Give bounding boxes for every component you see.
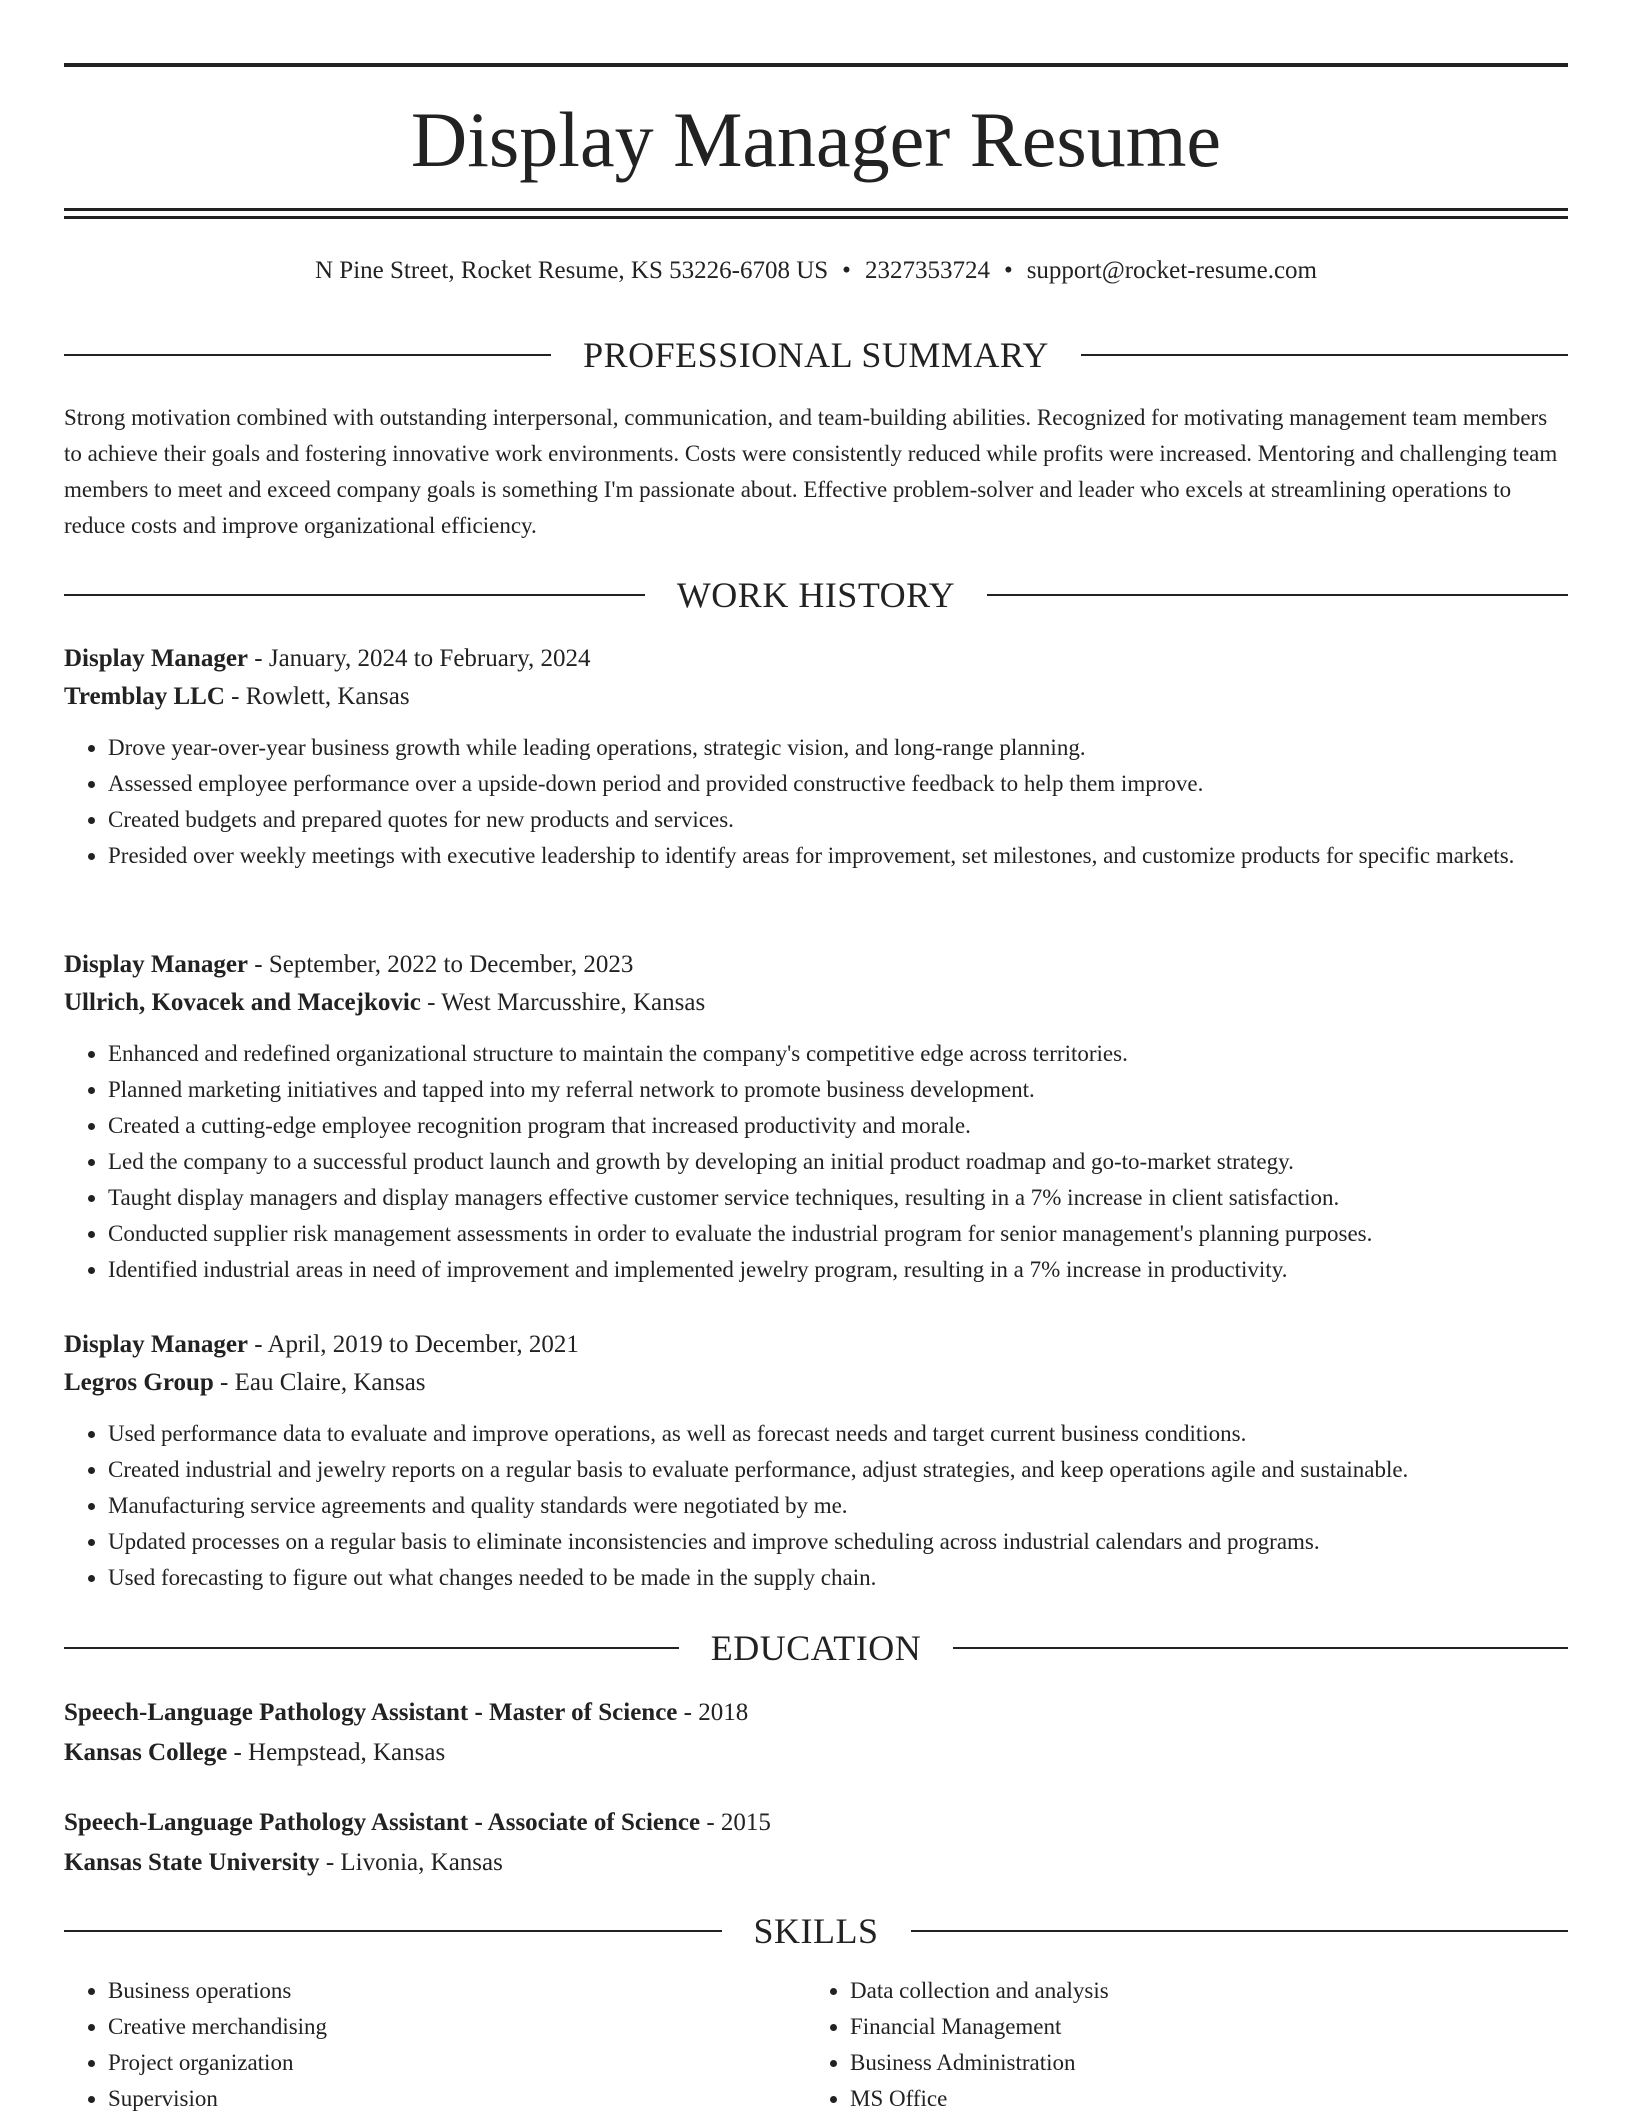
list-item: • Identified industrial areas in need of improvement and implemented jewelry program, resulting in a 7% increase in productivity. <box>108 1252 1568 1288</box>
list-item: • Led the company to a successful product launch and growth by developing an initial product roadmap and go-to-market strategy. <box>108 1144 1568 1180</box>
page-title: Display Manager Resume <box>410 96 1222 183</box>
job-title: Display Manager <box>64 951 249 978</box>
job-title: Display Manager <box>64 645 249 672</box>
list-item: • Project organization <box>108 2045 806 2081</box>
list-item: • Created budgets and prepared quotes for new products and services. <box>108 802 1568 838</box>
list-item: • Business Administration <box>850 2045 1548 2081</box>
job-company-line <box>64 1364 1568 1402</box>
edu-year: - 2018 <box>677 1699 749 1726</box>
list-item: • Manufacturing service agreements and quality standards were negotiated by me. <box>108 1488 1568 1524</box>
top-rule <box>64 63 1568 67</box>
heading-rule <box>987 594 1568 596</box>
list-item: • Taught display managers and display managers effective customer service techniques, resulting in a 7% increase in client satisfaction. <box>108 1180 1568 1216</box>
edu-school: Kansas College <box>64 1739 228 1766</box>
heading-rule <box>1081 354 1568 356</box>
heading-rule <box>64 594 645 596</box>
edu-location: - Livonia, Kansas <box>319 1849 503 1876</box>
list-item: • Presided over weekly meetings with executive leadership to identify areas for improvement, set milestones, and customize products for specific markets. <box>108 838 1568 874</box>
heading-label: EDUCATION <box>710 1628 922 1668</box>
edu-degree: Speech-Language Pathology Assistant - Associate of Science <box>64 1809 701 1836</box>
job-company: Tremblay LLC <box>64 683 225 710</box>
heading-rule <box>64 1647 679 1649</box>
job-company-line <box>64 678 1568 716</box>
list-item: • Enhanced and redefined organizational structure to maintain the company's competitive edge across territories. <box>108 1036 1568 1072</box>
list-item: • Created a cutting-edge employee recognition program that increased productivity and morale. <box>108 1108 1568 1144</box>
job-company: Ullrich, Kovacek and Macejkovic <box>64 989 421 1016</box>
edu-degree: Speech-Language Pathology Assistant - Master of Science <box>64 1699 678 1726</box>
list-item: • Used performance data to evaluate and improve operations, as well as forecast needs and target current business conditions. <box>108 1416 1568 1452</box>
list-item: • Business operations <box>108 1973 806 2009</box>
list-item: • Financial Management <box>850 2009 1548 2045</box>
contact-email: support@rocket-resume.com <box>1026 257 1317 284</box>
edu-school-line <box>64 1733 1568 1773</box>
list-item: • Assessed employee performance over a upside-down period and provided constructive feedback to help them improve. <box>108 766 1568 802</box>
job-location: - West Marcusshire, Kansas <box>420 989 706 1016</box>
section-heading-education <box>64 1626 1568 1670</box>
job-entry <box>64 640 1568 874</box>
job-entry <box>64 946 1568 1288</box>
heading-rule <box>64 354 551 356</box>
section-heading-work-history <box>64 573 1568 617</box>
job-title: Display Manager <box>64 1331 249 1358</box>
job-bullets <box>64 1036 1568 1288</box>
title-rule-upper <box>64 208 1568 211</box>
job-location: - Eau Claire, Kansas <box>213 1369 426 1396</box>
job-title-line <box>64 946 1568 984</box>
edu-location: - Hempstead, Kansas <box>227 1739 446 1766</box>
job-title-line <box>64 1326 1568 1364</box>
job-title-line <box>64 640 1568 678</box>
heading-label: PROFESSIONAL SUMMARY <box>583 335 1049 375</box>
list-item: • MS Office <box>850 2081 1548 2117</box>
edu-school-line <box>64 1843 1568 1883</box>
heading-label: WORK HISTORY <box>676 575 956 615</box>
job-bullets <box>64 1416 1568 1596</box>
contact-address: N Pine Street, Rocket Resume, KS 53226-6708 US <box>315 257 829 284</box>
list-item: • Drove year-over-year business growth while leading operations, strategic vision, and long-range planning. <box>108 730 1568 766</box>
list-item: • Planned marketing initiatives and tapped into my referral network to promote business development. <box>108 1072 1568 1108</box>
section-heading-summary <box>64 333 1568 377</box>
heading-rule <box>911 1930 1569 1932</box>
skills-list <box>64 1973 1568 2117</box>
job-dates: - January, 2024 to February, 2024 <box>248 645 591 672</box>
list-item: • Updated processes on a regular basis to eliminate inconsistencies and improve scheduling across industrial calendars and programs. <box>108 1524 1568 1560</box>
edu-year: - 2015 <box>700 1809 771 1836</box>
section-heading-skills <box>64 1909 1568 1953</box>
job-dates: - September, 2022 to December, 2023 <box>248 951 634 978</box>
edu-school: Kansas State University <box>64 1849 320 1876</box>
contact-line <box>64 254 1568 288</box>
contact-separator: • <box>842 257 851 284</box>
edu-degree-line <box>64 1693 1568 1733</box>
edu-degree-line <box>64 1803 1568 1843</box>
education-entry <box>64 1693 1568 1773</box>
contact-phone: 2327353724 <box>864 257 990 284</box>
heading-rule <box>64 1930 722 1932</box>
list-item: • Used forecasting to figure out what changes needed to be made in the supply chain. <box>108 1560 1568 1596</box>
list-item: • Creative merchandising <box>108 2009 806 2045</box>
list-item: • Supervision <box>108 2081 806 2117</box>
contact-separator: • <box>1003 257 1013 284</box>
list-item: • Conducted supplier risk management assessments in order to evaluate the industrial program for senior management's planning purposes. <box>108 1216 1568 1252</box>
education-entry <box>64 1803 1568 1883</box>
skills-column-left <box>64 1973 806 2117</box>
job-dates: - April, 2019 to December, 2021 <box>248 1331 579 1358</box>
job-location: - Rowlett, Kansas <box>224 683 410 710</box>
skills-column-right <box>806 1973 1548 2117</box>
list-item: • Created industrial and jewelry reports on a regular basis to evaluate performance, adjust strategies, and keep operations agile and sustainable. <box>108 1452 1568 1488</box>
job-company-line <box>64 984 1568 1022</box>
summary-text: Strong motivation combined with outstanding interpersonal, communication, and team-building abilities. Recognized for motivating management team members to achieve their goals and fostering innovative work environments. Costs were consistently reduced while profits were increased. Mentoring and challenging team members to meet and exceed company goals is something I'm passionate about. Effective problem-solver and leader who excels at streamlining operations to reduce costs and improve organizational efficiency. <box>64 405 1558 538</box>
heading-rule <box>953 1647 1568 1649</box>
job-entry <box>64 1326 1568 1596</box>
list-item: • Data collection and analysis <box>850 1973 1548 2009</box>
title-rule-lower <box>64 216 1568 219</box>
heading-label: SKILLS <box>753 1911 879 1951</box>
job-company: Legros Group <box>64 1369 214 1396</box>
job-bullets <box>64 730 1568 874</box>
